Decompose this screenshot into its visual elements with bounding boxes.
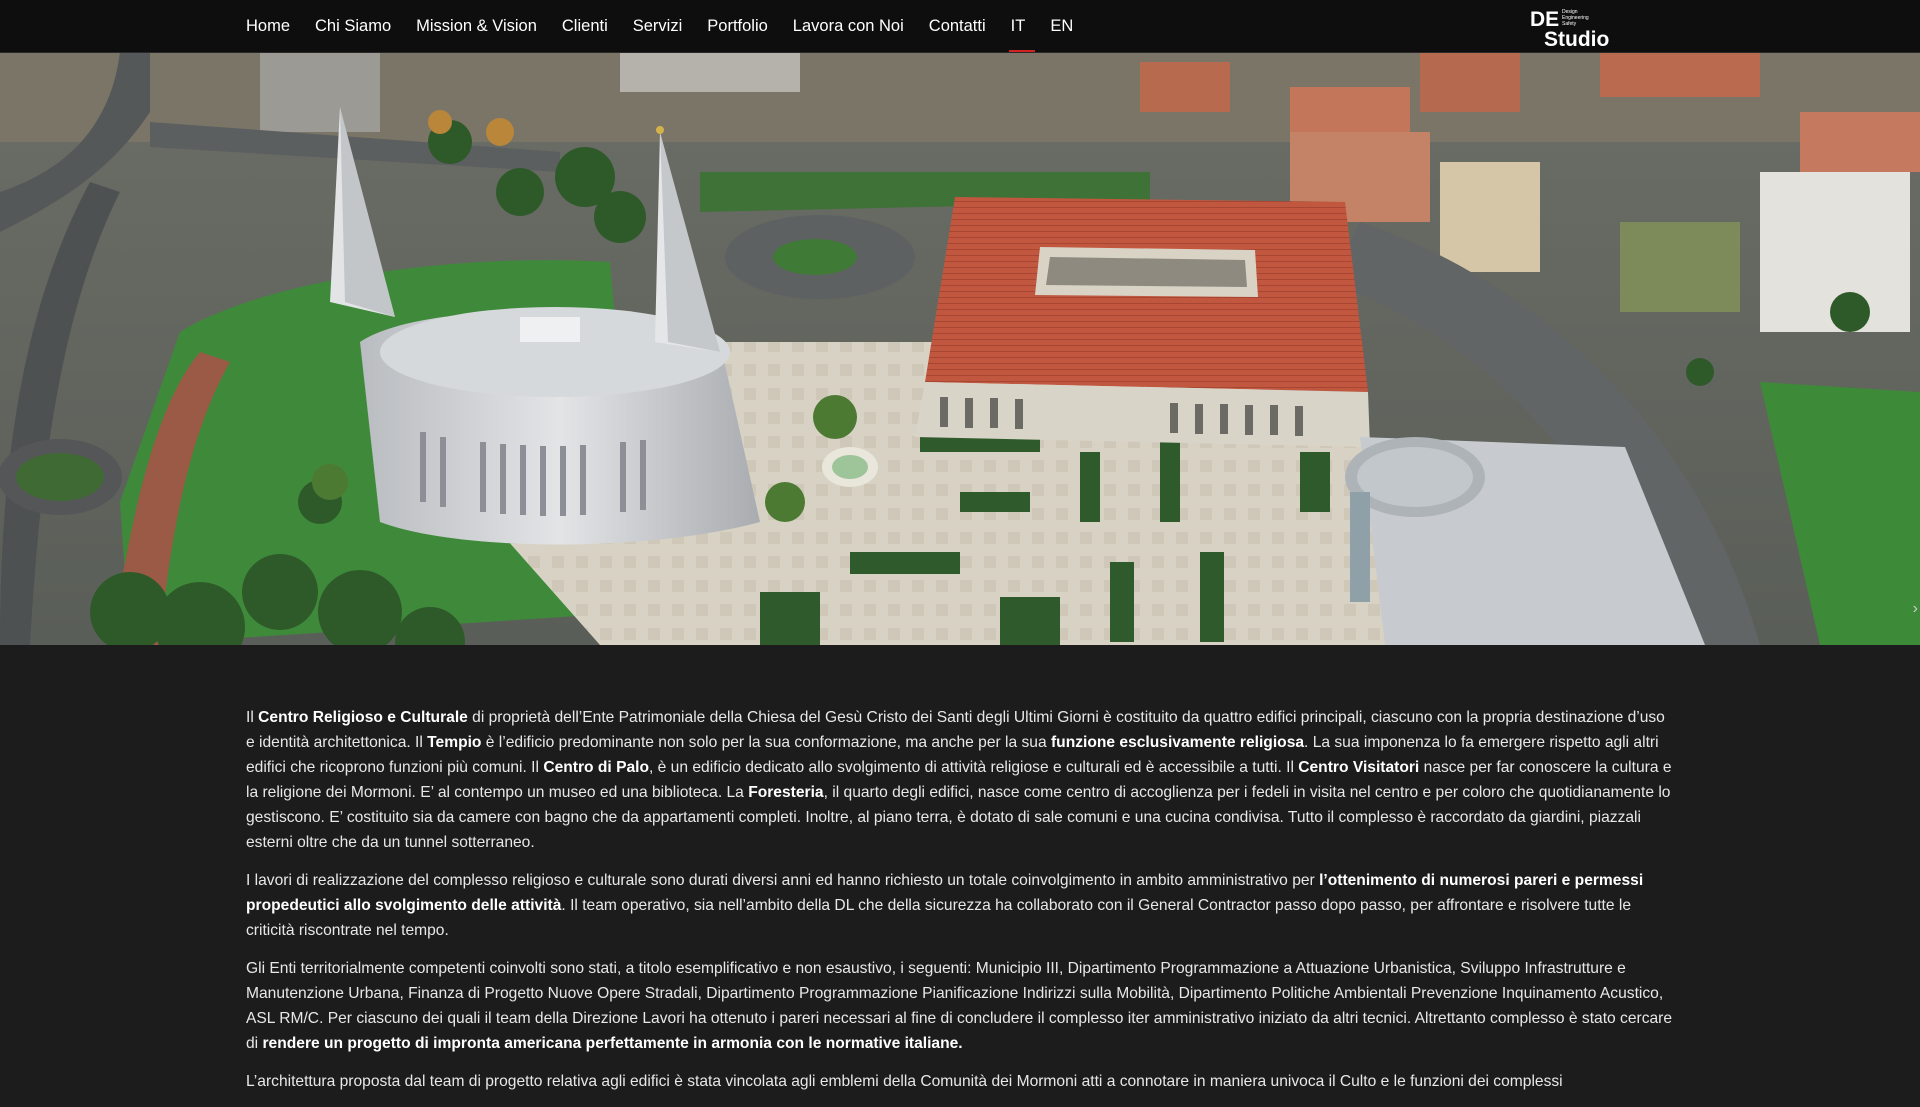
logo-tagline-1: Design — [1562, 9, 1578, 15]
logo-mark: DE — [1530, 8, 1560, 31]
main-menu — [246, 0, 1098, 52]
emphasis-text: rendere un progetto di impronta americana perfettamente in armonia con le normative italiane. — [262, 1035, 963, 1052]
body-text: , il quarto degli edifici, nasce come centro di accoglienza per i fedeli in visita nel centro e per coloro che quotidianamente lo gestiscono. E’ costituito sia da camere con bagno che da appartamenti completi. Inoltre, al piano terra, è dotato di sale comuni e una cucina condivisa. Tutto il complesso è raccordato da giardini, piazzali esterni oltre che da un tunnel sotterraneo. — [246, 784, 1671, 851]
body-text: . La sua imponenza lo fa emergere rispetto agli altri edifici che ricoprono funzioni più comuni. Il — [246, 734, 1659, 776]
nav-item-chi-siamo[interactable]: Chi Siamo — [315, 16, 392, 35]
logo-tagline-2: Engineering — [1562, 15, 1589, 21]
nav-item-clienti[interactable]: Clienti — [561, 16, 608, 35]
emphasis-text: Centro Religioso e Culturale — [258, 709, 468, 726]
nav-item-mission-vision[interactable]: Mission & Vision — [416, 16, 537, 35]
nav-item-servizi[interactable]: Servizi — [632, 16, 683, 35]
body-text: . Il team operativo, sia nell’ambito della DL che della sicurezza ha collaborato con il General Contractor passo dopo passo, per affrontare e risolvere tutte le criticità riscontrate nel tempo. — [246, 897, 1632, 939]
de-studio-logo[interactable] — [1530, 4, 1622, 48]
paragraph-3 — [246, 956, 1674, 1056]
body-text: Il — [246, 709, 259, 726]
emphasis-text: Centro Visitatori — [1298, 759, 1420, 776]
emphasis-text: Foresteria — [748, 784, 824, 801]
body-text: L’architettura proposta dal team di progetto relativa agli edifici è stata vincolata agli emblemi della Comunità dei Mormoni atti a connotare in maniera univoca il Culto e le funzioni dei complessi — [246, 1073, 1563, 1090]
emphasis-text: funzione esclusivamente religiosa — [1050, 734, 1305, 751]
emphasis-text: Tempio — [427, 734, 482, 751]
slider-next-arrow-icon[interactable]: › — [1912, 600, 1918, 617]
paragraph-2 — [246, 868, 1674, 943]
nav-item-lavora-con-noi[interactable]: Lavora con Noi — [792, 16, 904, 35]
nav-item-it[interactable]: IT — [1011, 0, 1026, 52]
nav-item-contatti[interactable]: Contatti — [928, 16, 986, 35]
project-description — [246, 705, 1674, 1107]
body-text: Gli Enti territorialmente competenti coinvolti sono stati, a titolo esemplificativo e non esaustivo, i seguenti: Municipio III, Dipartimento Programmazione a Attuazione Urbanistica, Sviluppo Infrastrutture e Manutenzione Urbana, Finanza di Progetto Nuove Opere Stradali, Dipartimento Programmazione Pianificazione Indirizzi sulla Mobilità, Dipartimento Politiche Ambientali Prevenzione Inquinamento Acustico, ASL RM/C. Per ciascuno dei quali il team della Direzione Lavori ha ottenuto i pareri necessari al fine di concludere il complesso iter amministrativo iniziato da altri tecnici. Altrettanto complesso è stato cercare di — [246, 960, 1673, 1052]
body-text: di proprietà dell’Ente Patrimoniale della Chiesa del Gesù Cristo dei Santi degli Ultimi Giorni è costituito da quattro edifici principali, ciascuno con la propria destinazione d’uso e identità architettonica. Il — [246, 709, 1665, 751]
logo-word: Studio — [1544, 28, 1610, 48]
emphasis-text: l’ottenimento di numerosi pareri e permessi propedeutici allo svolgimento delle attività — [246, 872, 1644, 914]
hero-slider[interactable] — [0, 52, 1920, 645]
body-text: è l’edificio predominante non solo per la sua conformazione, ma anche per la sua — [481, 734, 1051, 751]
logo-tagline-3: Safety — [1562, 21, 1577, 27]
nav-item-portfolio[interactable]: Portfolio — [707, 16, 768, 35]
paragraph-4 — [246, 1069, 1674, 1094]
aerial-photo-temple-complex-icon — [0, 52, 1920, 645]
body-text: nasce per far conoscere la cultura e la religione dei Mormoni. E’ al contempo un museo ed una biblioteca. La — [246, 759, 1672, 801]
body-text: I lavori di realizzazione del complesso religioso e culturale sono durati diversi anni ed hanno richiesto un totale coinvolgimento in ambito amministrativo per — [246, 872, 1320, 889]
top-navbar — [0, 0, 1920, 53]
nav-item-home[interactable]: Home — [246, 16, 291, 35]
body-text: , è un edificio dedicato allo svolgimento di attività religiose e culturali ed è accessibile a tutti. Il — [649, 759, 1299, 776]
paragraph-1 — [246, 705, 1674, 855]
emphasis-text: Centro di Palo — [543, 759, 650, 776]
nav-item-en[interactable]: EN — [1050, 16, 1074, 35]
